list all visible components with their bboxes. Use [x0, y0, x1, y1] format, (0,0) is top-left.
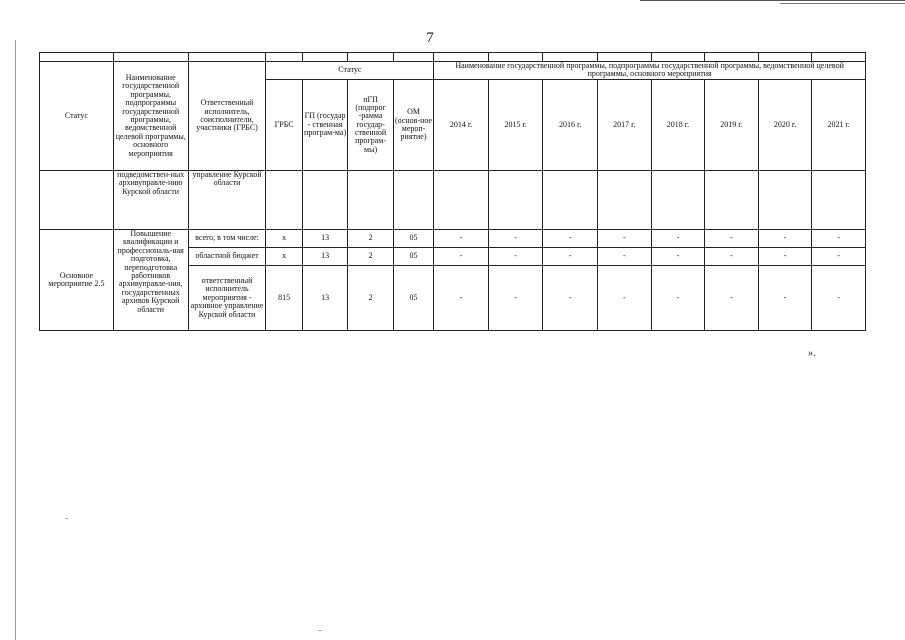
header-grbs: ГРБС	[266, 79, 302, 170]
row-year-value: -	[705, 266, 759, 331]
row-om: 05	[393, 266, 433, 331]
row-year-value: -	[434, 230, 489, 248]
closing-quote-mark: ».	[808, 348, 816, 359]
header-om: ОМ (основ-ное мероп-риятие)	[393, 79, 433, 170]
header-years-group: Наименование государственной программы, подпрограммы государственной программы, ведомственной целевой программы, основного мероприятия	[434, 62, 866, 80]
header-year: 2020 г.	[758, 79, 812, 170]
row-om: 05	[393, 230, 433, 248]
row-year-value: -	[488, 266, 543, 331]
row-om: 05	[393, 248, 433, 266]
measure-status: Основное мероприятие 2.5	[40, 230, 114, 331]
continuation-executor: управление Курской области	[188, 171, 266, 230]
row-gp: 13	[302, 248, 347, 266]
header-year: 2019 г.	[705, 79, 759, 170]
row-year-value: -	[598, 230, 652, 248]
header-status-group: Статус	[266, 62, 434, 80]
table-row	[40, 230, 866, 248]
header-name: Наименование государственной программы, подпрограммы государственной программы, ведомственной целевой программы, основного мероприятия	[113, 62, 188, 171]
header-year: 2021 г.	[812, 79, 866, 170]
row-executor: всего, в том числе:	[188, 230, 266, 248]
row-year-value: -	[705, 230, 759, 248]
column-index-row	[40, 53, 866, 62]
scan-top-rule	[640, 0, 905, 1]
row-grbs: 815	[266, 266, 302, 331]
row-year-value: -	[758, 230, 812, 248]
program-table	[39, 52, 866, 331]
row-year-value: -	[812, 266, 866, 331]
row-year-value: -	[434, 266, 489, 331]
header-year: 2017 г.	[598, 79, 652, 170]
continuation-row	[40, 171, 866, 230]
scan-speck	[318, 630, 322, 631]
row-year-value: -	[651, 248, 705, 266]
row-year-value: -	[543, 230, 598, 248]
header-year: 2014 г.	[434, 79, 489, 170]
row-year-value: -	[543, 248, 598, 266]
header-pgp: пГП (подпрог -рамма государ-ственной програм-мы)	[348, 79, 393, 170]
row-grbs: х	[266, 230, 302, 248]
row-pgp: 2	[348, 230, 393, 248]
header-executor: Ответственный исполнитель, соисполнители, участники (ГРБС)	[188, 62, 266, 171]
header-year: 2016 г.	[543, 79, 598, 170]
page-number: 7	[426, 30, 434, 46]
row-year-value: -	[812, 248, 866, 266]
header-status: Статус	[40, 62, 114, 171]
row-year-value: -	[812, 230, 866, 248]
scan-speck	[65, 518, 68, 519]
row-year-value: -	[598, 266, 652, 331]
row-gp: 13	[302, 230, 347, 248]
header-year: 2018 г.	[651, 79, 705, 170]
row-executor: областной бюджет	[188, 248, 266, 266]
row-year-value: -	[434, 248, 489, 266]
row-executor: ответственный исполнитель мероприятия - архивное управление Курской области	[188, 266, 266, 331]
scan-left-edge	[15, 40, 16, 640]
row-year-value: -	[651, 266, 705, 331]
header-year: 2015 г.	[488, 79, 543, 170]
row-year-value: -	[758, 248, 812, 266]
row-pgp: 2	[348, 266, 393, 331]
row-year-value: -	[758, 266, 812, 331]
row-pgp: 2	[348, 248, 393, 266]
header-gp: ГП (государ - ственная програм-ма)	[302, 79, 347, 170]
row-year-value: -	[543, 266, 598, 331]
row-year-value: -	[705, 248, 759, 266]
row-year-value: -	[598, 248, 652, 266]
row-grbs: х	[266, 248, 302, 266]
row-gp: 13	[302, 266, 347, 331]
scan-top-rule-2	[780, 3, 905, 4]
continuation-name: подведомствен-ных архивуправле-нию Курской области	[113, 171, 188, 230]
measure-name: Повышение квалификации и профессиональ-ная подготовка, переподготовка работников архивуправле-ния, государственных архивов Курской области	[113, 230, 188, 331]
header-row-1	[40, 62, 866, 80]
row-year-value: -	[488, 230, 543, 248]
row-year-value: -	[651, 230, 705, 248]
row-year-value: -	[488, 248, 543, 266]
